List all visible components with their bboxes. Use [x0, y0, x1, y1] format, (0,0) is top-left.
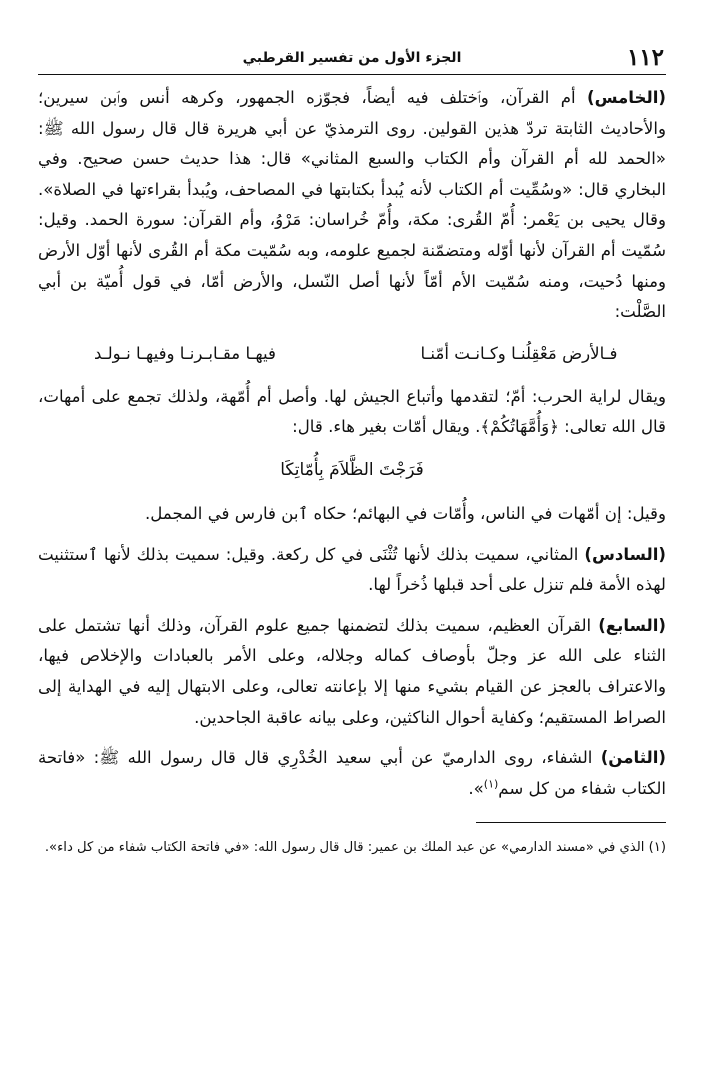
- centered-verse: فَرَجْتَ الظَّلاَمَ بِأُمّاتِكَا: [280, 459, 424, 480]
- page-number: ١١٢: [626, 44, 664, 71]
- page-body: [38, 83, 666, 860]
- section-lead: (الثامن): [600, 748, 666, 768]
- footnote: (١) الذي في «مسند الدارمي» عن عبد الملك بن عمير: قال قال رسول الله: «في فاتحة الكتاب شفاء من كل داء».: [44, 840, 666, 856]
- paragraph-text-end: ».: [468, 778, 484, 798]
- poem-hemistich-second: فيهـا مقـابـرنـا وفيهـا نـولـد: [94, 343, 276, 363]
- page: [38, 40, 666, 860]
- footnote-reference: (١): [483, 777, 499, 791]
- paragraph-text: القرآن العظيم، سميت بذلك لتضمنها جميع علوم القرآن، وذلك أنها تشتمل على الثناء على الله عز وجلّ بأوصاف كماله وجلاله، وعلى الأمر بالعبادات والإخلاص فيها، والاعتراف بالعجز عن القيام بشيء منها إلا بإعانته تعالى، وعلى الابتهال إليه في الهداية إلى الصراط المستقيم؛ وكفاية أحوال الناكثين، وعلى بيانه عاقبة الجاحدين.: [38, 615, 666, 727]
- page-header: [38, 40, 666, 75]
- paragraph-text: أم القرآن، وٱختلف فيه أيضاً، فجوّزه الجمهور، وكرهه أنس وٱبن سيرين؛ والأحاديث الثابتة تردّ هذين القولين. روى الترمذيّ عن أبي هريرة قال قال رسول الله ﷺ: «الحمد لله أم القرآن وأم الكتاب والسبع المثاني» قال: هذا حديث حسن صحيح. وفي البخاري قال: «وسُمِّيت أم الكتاب لأنه يُبدأ بكتابتها في المصاحف، ويُبدأ بقراءتها في الصلاة». وقال يحيى بن يَعْمر: أُمّ القُرى: مكة، وأُمّ خُراسان: مَرْوُ، وأم القرآن: سورة الحمد. وقيل: سُمّيت أم القرآن لأنها أوّله ومتضمّنة لجميع علومه، وبه سُمّيت مكة أم القُرى لأنها أوّل الأرض ومنها دُحيت، ومنه سُمّيت الأم أمّاً لأنها أصل النّسل، والأرض أمّا، في قول أُميّة بن أبي الصَّلْت:: [38, 88, 666, 322]
- poem-hemistich-first: فـالأرض مَعْقِلُنـا وكـانـت أمّنـا: [420, 343, 618, 363]
- section-lead: (السادس): [584, 544, 666, 564]
- paragraph-eighth: [38, 743, 666, 804]
- footnote-divider: [476, 822, 666, 823]
- paragraph-sixth: [38, 540, 666, 601]
- paragraph-text: المثاني، سميت بذلك لأنها تُثْنَى في كل ركعة. وقيل: سميت بذلك لأنها ٱستثنيت لهذه الأمة فلم تنزل على أحد قبلها ذُخراً لها.: [38, 544, 666, 595]
- running-title: الجزء الأول من تفسير القرطبي: [242, 50, 462, 66]
- paragraph-ibn-faris: وقيل: إن أمّهات في الناس، وأُمّات في البهائم؛ حكاه ٱبن فارس في المجمل.: [145, 503, 666, 523]
- paragraph-banner: ويقال لراية الحرب: أمّ؛ لتقدمها وأتباع الجيش لها. وأصل أم أُمّهة، ولذلك تجمع على أمهات، قال الله تعالى: ﴿وَأُمَّهَاتُكُمْ﴾. ويقال أمّات بغير هاء. قال:: [38, 386, 666, 437]
- section-lead: (الخامس): [586, 88, 666, 107]
- paragraph-seventh: [38, 611, 666, 733]
- paragraph-fifth: [38, 83, 666, 328]
- poem-verse: [38, 338, 666, 370]
- paragraph-text: الشفاء، روى الدارميّ عن أبي سعيد الخُدْرِي قال قال رسول الله ﷺ: «فاتحة الكتاب شفاء من كل سم: [38, 748, 666, 798]
- section-lead: (السابع): [598, 615, 666, 635]
